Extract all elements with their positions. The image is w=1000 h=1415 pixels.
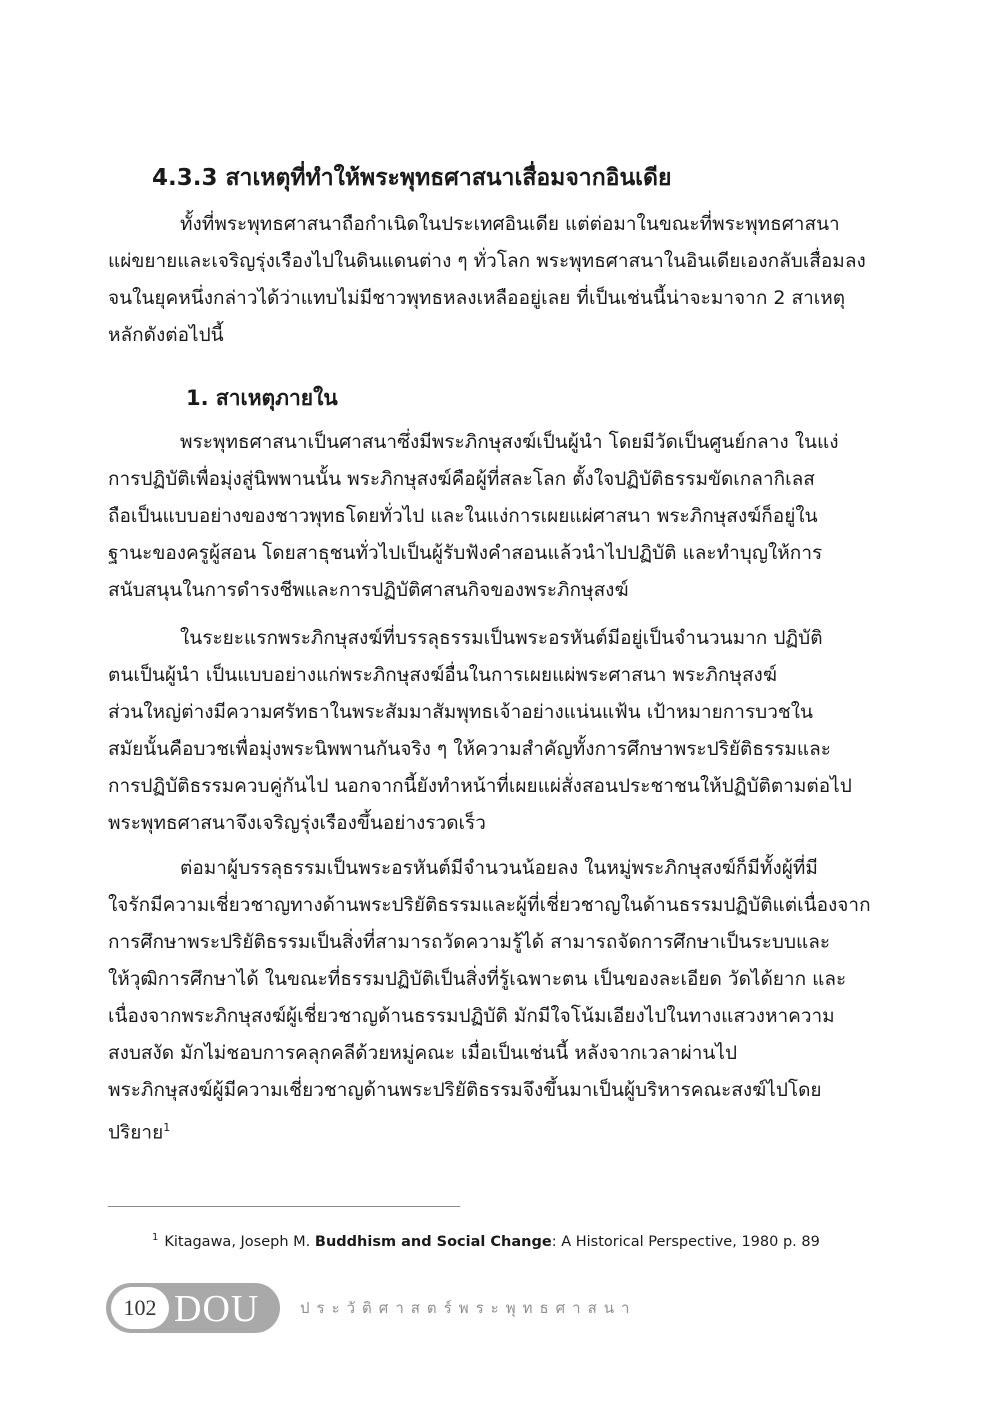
text-line: ให้วุฒิการศึกษาได้ ในขณะที่ธรรมปฏิบัติเป็นสิ่งที่รู้เฉพาะตน เป็นของละเอียด วัดได้ยาก และ [108,968,847,990]
footnote-author: Kitagawa, Joseph M. [164,1233,311,1250]
text-line: ตนเป็นผู้นำ เป็นแบบอย่างแก่พระภิกษุสงฆ์อื่นในการเผยแผ่พระศาสนา พระภิกษุสงฆ์ [108,664,777,686]
text-line: ต่อมาผู้บรรลุธรรมเป็นพระอรหันต์มีจำนวนน้อยลง ในหมู่พระภิกษุสงฆ์ก็มีทั้งผู้ที่มี [180,857,818,879]
text-line: พระพุทธศาสนาจึงเจริญรุ่งเรืองขึ้นอย่างรวดเร็ว [108,812,486,834]
publisher-logo: DOU [174,1288,260,1330]
text-line: ในระยะแรกพระภิกษุสงฆ์ที่บรรลุธรรมเป็นพระอรหันต์มีอยู่เป็นจำนวนมาก ปฏิบัติ [180,627,823,649]
text-line: ฐานะของครูผู้สอน โดยสาธุชนทั่วไปเป็นผู้รับฟังคำสอนแล้วนำไปปฏิบัติ และทำบุญให้การ [108,542,823,564]
section-heading: 4.3.3 สาเหตุที่ทำให้พระพุทธศาสนาเสื่อมจากอินเดีย [152,165,672,191]
text-line: การศึกษาพระปริยัติธรรมเป็นสิ่งที่สามารถวัดความรู้ได้ สามารถจัดการศึกษาเป็นระบบและ [108,931,831,953]
footnote-divider [108,1206,460,1207]
subsection-heading: 1. สาเหตุภายใน [186,386,338,410]
text-line: ส่วนใหญ่ต่างมีความศรัทธาในพระสัมมาสัมพุทธเจ้าอย่างแน่นแฟ้น เป้าหมายการบวชใน [108,701,814,723]
text-line: ถือเป็นแบบอย่างของชาวพุทธโดยทั่วไป และในแง่การเผยแผ่ศาสนา พระภิกษุสงฆ์ก็อยู่ใน [108,505,818,527]
text-line: การปฏิบัติธรรมควบคู่กันไป นอกจากนี้ยังทำหน้าที่เผยแผ่สั่งสอนประชาชนให้ปฏิบัติตามต่อไป [108,775,852,797]
paragraph-1 [108,424,880,609]
footnote [152,1228,820,1252]
footnote-marker: 1 [152,1232,159,1243]
text-line: จนในยุคหนึ่งกล่าวได้ว่าแทบไม่มีชาวพุทธหลงเหลืออยู่เลย ที่เป็นเช่นนี้น่าจะมาจาก 2 สาเหตุ [108,287,846,309]
text-line: สงบสงัด มักไม่ชอบการคลุกคลีด้วยหมู่คณะ เมื่อเป็นเช่นนี้ หลังจากเวลาผ่านไป [108,1042,738,1064]
running-book-title: ประวัติศาสตร์พระพุทธศาสนา [300,1299,637,1317]
page-number: 102 [111,1287,169,1329]
text-line: สนับสนุนในการดำรงชีพและการปฏิบัติศาสนกิจของพระภิกษุสงฆ์ [108,579,629,601]
text-line: ใจรักมีความเชี่ยวชาญทางด้านพระปริยัติธรรมและผู้ที่เชี่ยวชาญในด้านธรรมปฏิบัติแต่เนื่องจาก [108,894,871,916]
paragraph-3 [108,850,880,1151]
paragraph-2 [108,620,880,842]
text-line: สมัยนั้นคือบวชเพื่อมุ่งพระนิพพานกันจริง ๆ ให้ความสำคัญทั้งการศึกษาพระปริยัติธรรมและ [108,738,832,760]
last-word: ปริยาย [108,1121,164,1144]
text-line: พระภิกษุสงฆ์ผู้มีความเชี่ยวชาญด้านพระปริยัติธรรมจึงขึ้นมาเป็นผู้บริหารคณะสงฆ์ไปโดย [108,1079,822,1101]
footnote-rest: : A Historical Perspective, 1980 p. 89 [551,1233,820,1250]
text-line: พระพุทธศาสนาเป็นศาสนาซึ่งมีพระภิกษุสงฆ์เป็นผู้นำ โดยมีวัดเป็นศูนย์กลาง ในแง่ [180,431,839,453]
text-line: แผ่ขยายและเจริญรุ่งเรืองไปในดินแดนต่าง ๆ ทั่วโลก พระพุทธศาสนาในอินเดียเองกลับเสื่อมลง [108,250,866,272]
text-line: เนื่องจากพระภิกษุสงฆ์ผู้เชี่ยวชาญด้านธรรมปฏิบัติ มักมีใจโน้มเอียงไปในทางแสวงหาความ [108,1005,835,1027]
text-line: การปฏิบัติเพื่อมุ่งสู่นิพพานนั้น พระภิกษุสงฆ์คือผู้ที่สละโลก ตั้งใจปฏิบัติธรรมขัดเกลากิเลส [108,468,815,490]
footnote-reference[interactable]: 1 [163,1121,171,1134]
intro-paragraph [108,206,880,354]
text-line: ทั้งที่พระพุทธศาสนาถือกำเนิดในประเทศอินเดีย แต่ต่อมาในขณะที่พระพุทธศาสนา [180,213,840,235]
text-line: หลักดังต่อไปนี้ [108,324,224,346]
text-line-last [108,1109,880,1151]
footnote-title: Buddhism and Social Change [314,1233,552,1250]
